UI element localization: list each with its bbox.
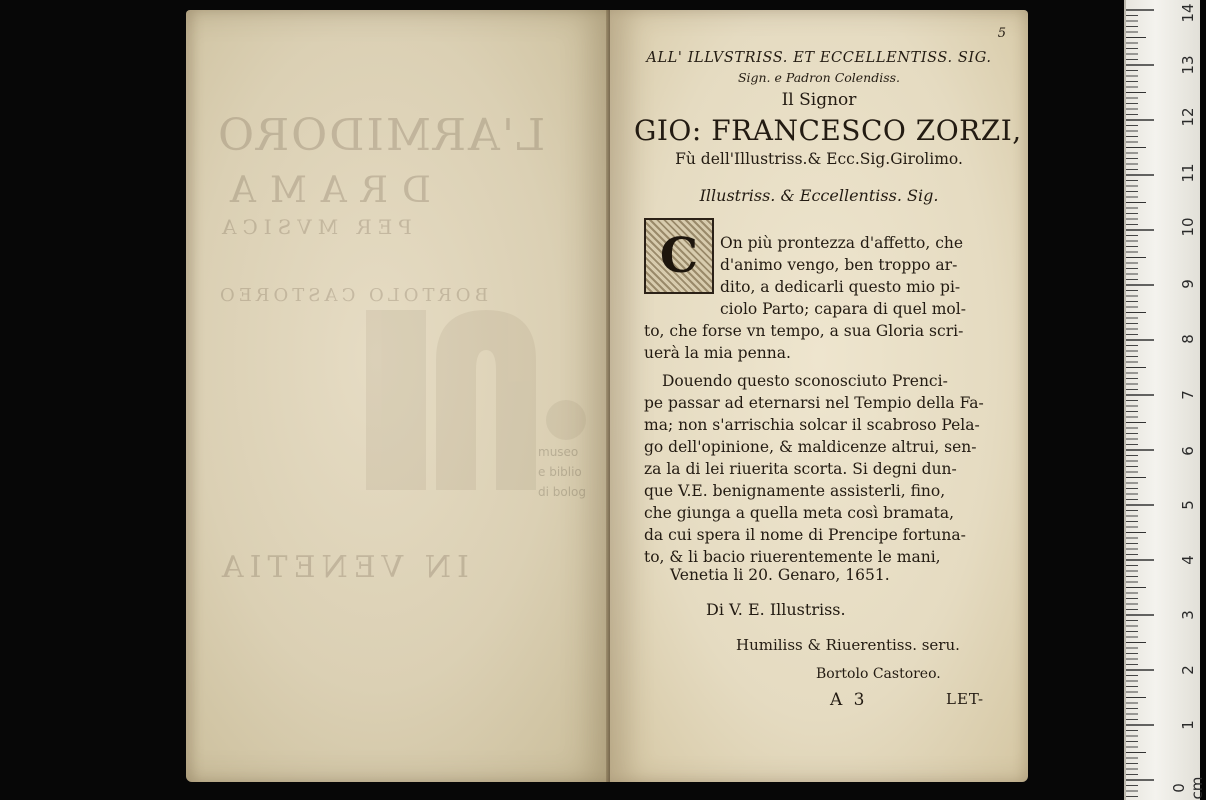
ruler-number: 11 [1179,163,1197,183]
measuring-ruler [1124,0,1206,800]
decorated-initial [644,218,714,294]
watermark-text [538,442,586,502]
body-line: che giunga a quella meta così bramata, [644,504,955,522]
open-book [186,10,1028,782]
left-page [186,10,610,782]
body-line: za la di lei riuerita scorta. Si degni dun- [644,460,957,478]
watermark-line: di bolog [538,485,587,499]
catchword: LET- [946,690,985,708]
salutation: Illustriss. & Eccellentiss. Sig. [699,186,939,205]
closing-line: Di V. E. Illustriss. [706,600,846,619]
ruler-number: 10 [1179,217,1197,237]
body-line: ma; non s'arrischia solcar il scabroso Pela- [644,416,980,434]
bleed-through-line: DRAMA [216,170,431,211]
ruler-number: 6 [1179,446,1197,456]
ruler-number: 14 [1179,3,1197,23]
body-line: Douendo questo sconosciuto Prenci- [662,372,948,390]
body-line: On più prontezza d'affetto, che [720,234,964,252]
body-line: da cui spera il nome di Prencipe fortuna- [644,526,966,544]
drop-cap-letter: C [659,228,699,284]
watermark-line: e biblio [538,465,582,479]
body-line: d'animo vengo, ben troppo ar- [720,256,958,274]
ruler-number: 5 [1179,500,1197,510]
bleed-through-line: IN VENETIA [216,550,469,585]
watermark-line: museo [538,445,579,459]
addressee-name: GIO: FRANCESCO ZORZI, [634,114,1022,147]
dedication-heading: ALL' ILLVSTRISS. ET ECCELLENTISS. SIG. [646,50,992,66]
date-line: Venetia li 20. Genaro, 1651. [670,566,890,584]
body-line: dito, a dedicarli questo mio pi- [720,278,961,296]
dedication-text [610,10,1028,782]
body-line: go dell'opinione, & maldicenze altrui, sen- [644,438,977,456]
ruler-number: 8 [1179,334,1197,344]
ruler-number: 12 [1179,107,1197,127]
signature-mark: A 3 [830,690,868,710]
closing-line: Humiliss & Riuerentiss. seru. [736,636,960,654]
ruler-number: 2 [1179,665,1197,675]
ruler-number: 4 [1179,555,1197,565]
ruler-number: 13 [1179,55,1197,75]
dedication-addressee-intro: Il Signor [781,90,857,110]
bleed-through-title: L'ARMIDORO [216,110,546,161]
bleed-through-line: BORTOLO CASTOREO [216,285,489,306]
ruler-number: 7 [1179,390,1197,400]
body-line: ciolo Parto; capara di quel mol- [720,300,966,318]
page-number: 5 [997,26,1006,41]
ruler-number: 3 [1179,610,1197,620]
bleed-through-line: PER MVSICA [216,215,412,239]
body-line: to, che forse vn tempo, a sua Gloria scri- [644,322,964,340]
dedication-subheading: Sign. e Padron Colendiss. [737,70,901,85]
ruler-number: 1 [1179,720,1197,730]
body-line: que V.E. benignamente assisterli, fino, [644,482,946,500]
signature: Bortolo Castoreo. [816,666,941,682]
ruler-unit-label: 0 cm [1170,776,1206,800]
addressee-lineage: Fù dell'Illustriss.& Ecc.Sig.Girolimo. [675,150,963,168]
body-line: uerà la mia penna. [644,344,791,362]
body-line: pe passar ad eternarsi nel Tempio della Fa- [644,394,984,412]
right-page [610,10,1028,782]
body-line: to, & li bacio riuerentemente le mani, [644,548,941,566]
ruler-number: 9 [1179,279,1197,289]
